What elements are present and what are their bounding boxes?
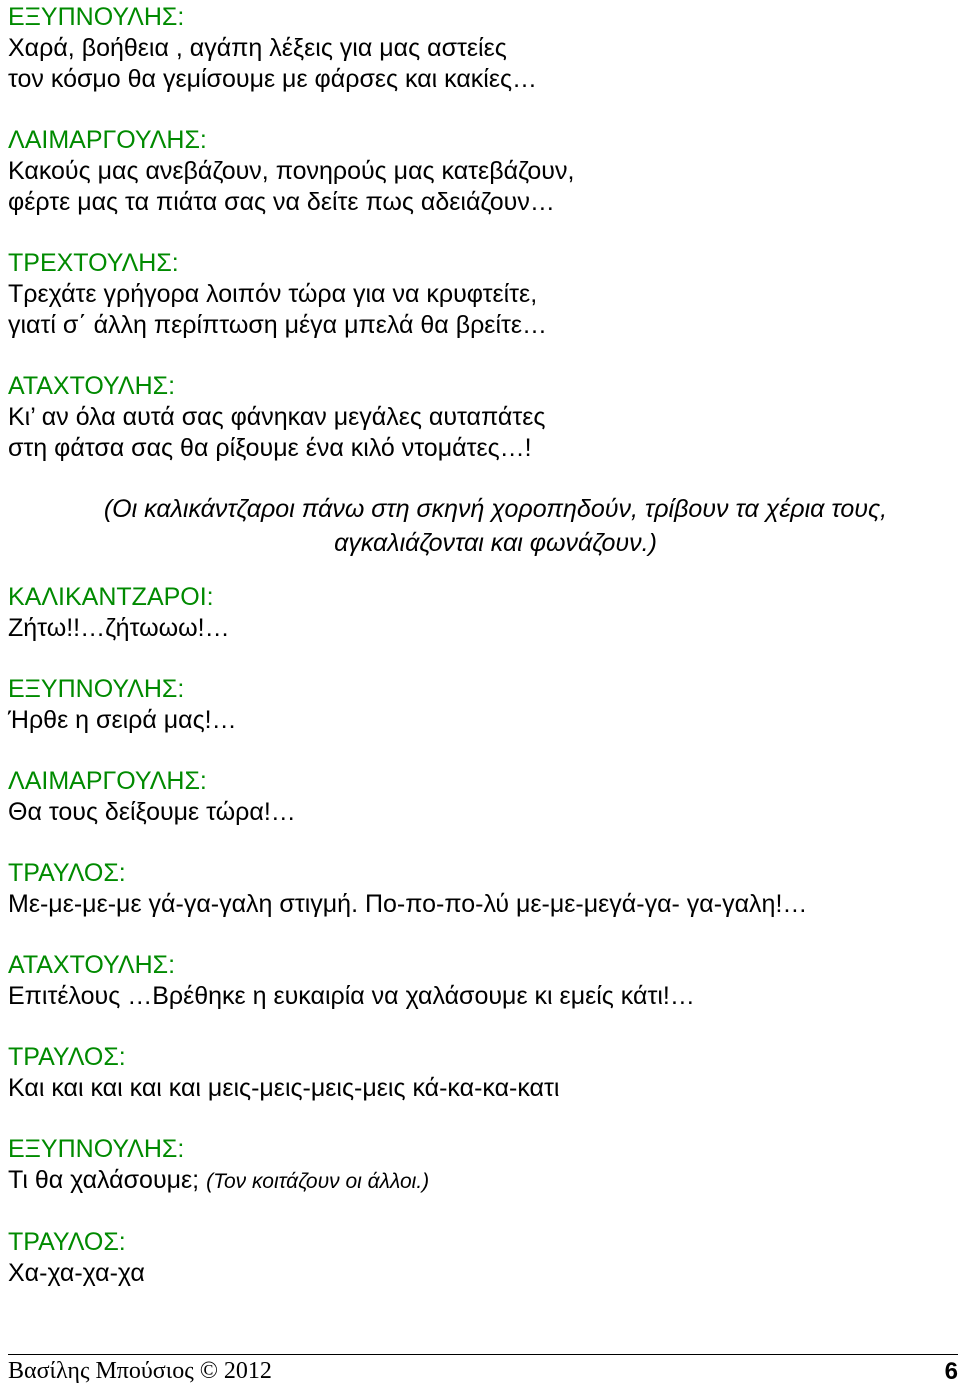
speaker-name: ΛΑΙΜΑΡΓΟΥΛΗΣ: bbox=[8, 767, 207, 795]
dialogue-block bbox=[8, 1227, 953, 1289]
speaker-name: ΑΤΑΧΤΟΥΛΗΣ: bbox=[8, 951, 176, 979]
dialogue-block bbox=[8, 371, 953, 464]
speaker-name: ΚΑΛΙΚΑΝΤΖΑΡΟΙ: bbox=[8, 583, 214, 611]
dialogue-line: Και και και και και μεις-μεις-μεις-μεις κά-κα-κα-κατι bbox=[8, 1074, 560, 1102]
dialogue-block bbox=[8, 950, 953, 1012]
dialogue-line: Χα-χα-χα-χα bbox=[8, 1259, 145, 1287]
speaker-name: ΤΡΑΥΛΟΣ: bbox=[8, 859, 126, 887]
speaker-name: ΕΞΥΠΝΟΥΛΗΣ: bbox=[8, 1135, 185, 1163]
footer-author: Βασίλης Μπούσιος © 2012 bbox=[8, 1358, 272, 1384]
speaker-name: ΛΑΙΜΑΡΓΟΥΛΗΣ: bbox=[8, 126, 207, 154]
dialogue-line bbox=[8, 1165, 953, 1197]
speaker-name: ΕΞΥΠΝΟΥΛΗΣ: bbox=[8, 675, 185, 703]
dialogue-line: Κακούς μας ανεβάζουν, πονηρούς μας κατεβάζουν, bbox=[8, 157, 575, 185]
dialogue-line: Κι’ αν όλα αυτά σας φάνηκαν μεγάλες αυταπάτες bbox=[8, 403, 546, 431]
dialogue-line: Με-με-με-με γά-γα-γαλη στιγμή. Πο-πο-πο-λύ με-με-μεγά-γα- γα-γαλη!… bbox=[8, 890, 808, 918]
speaker-name: ΑΤΑΧΤΟΥΛΗΣ: bbox=[8, 372, 176, 400]
stage-direction-line: (Οι καλικάντζαροι πάνω στη σκηνή χοροπηδούν, τρίβουν τα χέρια τους, bbox=[103, 495, 888, 523]
dialogue-block bbox=[8, 858, 953, 920]
speaker-name: ΤΡΕΧΤΟΥΛΗΣ: bbox=[8, 249, 179, 277]
inline-stage-direction: (Τον κοιτάζουν οι άλλοι.) bbox=[206, 1170, 430, 1193]
dialogue-block bbox=[8, 766, 953, 828]
dialogue-block bbox=[8, 582, 953, 644]
dialogue-block bbox=[8, 125, 953, 218]
speaker-name: ΤΡΑΥΛΟΣ: bbox=[8, 1043, 126, 1071]
dialogue-block bbox=[8, 674, 953, 736]
dialogue-line: τον κόσμο θα γεμίσουμε με φάρσες και κακίες… bbox=[8, 65, 538, 93]
dialogue-line: γιατί σ΄ άλλη περίπτωση μέγα μπελά θα βρείτε… bbox=[8, 311, 548, 339]
stage-direction-line: αγκαλιάζονται και φωνάζουν.) bbox=[334, 529, 657, 557]
dialogue-line: στη φάτσα σας θα ρίξουμε ένα κιλό ντομάτες…! bbox=[8, 434, 532, 462]
dialogue-line: Θα τους δείξουμε τώρα!… bbox=[8, 798, 296, 826]
page-number: 6 bbox=[944, 1358, 958, 1385]
dialogue-line: Επιτέλους …Βρέθηκε η ευκαιρία να χαλάσουμε κι εμείς κάτι!… bbox=[8, 982, 695, 1010]
dialogue-block bbox=[8, 248, 953, 341]
speaker-name: ΕΞΥΠΝΟΥΛΗΣ: bbox=[8, 3, 185, 31]
dialogue-line: Χαρά, βοήθεια , αγάπη λέξεις για μας αστείες bbox=[8, 34, 507, 62]
stage-direction bbox=[8, 492, 953, 560]
script-page bbox=[8, 0, 953, 1289]
page-footer bbox=[8, 1354, 958, 1389]
dialogue-line: Ήρθε η σειρά μας!… bbox=[8, 706, 237, 734]
dialogue-line: Ζήτω!!…ζήτωωω!… bbox=[8, 614, 230, 642]
dialogue-block bbox=[8, 1134, 953, 1197]
dialogue-text: Τι θα χαλάσουμε; bbox=[8, 1166, 200, 1194]
dialogue-line: Τρεχάτε γρήγορα λοιπόν τώρα για να κρυφτείτε, bbox=[8, 280, 538, 308]
dialogue-line: φέρτε μας τα πιάτα σας να δείτε πως αδειάζουν… bbox=[8, 188, 555, 216]
dialogue-block bbox=[8, 2, 953, 95]
speaker-name: ΤΡΑΥΛΟΣ: bbox=[8, 1228, 126, 1256]
dialogue-block bbox=[8, 1042, 953, 1104]
